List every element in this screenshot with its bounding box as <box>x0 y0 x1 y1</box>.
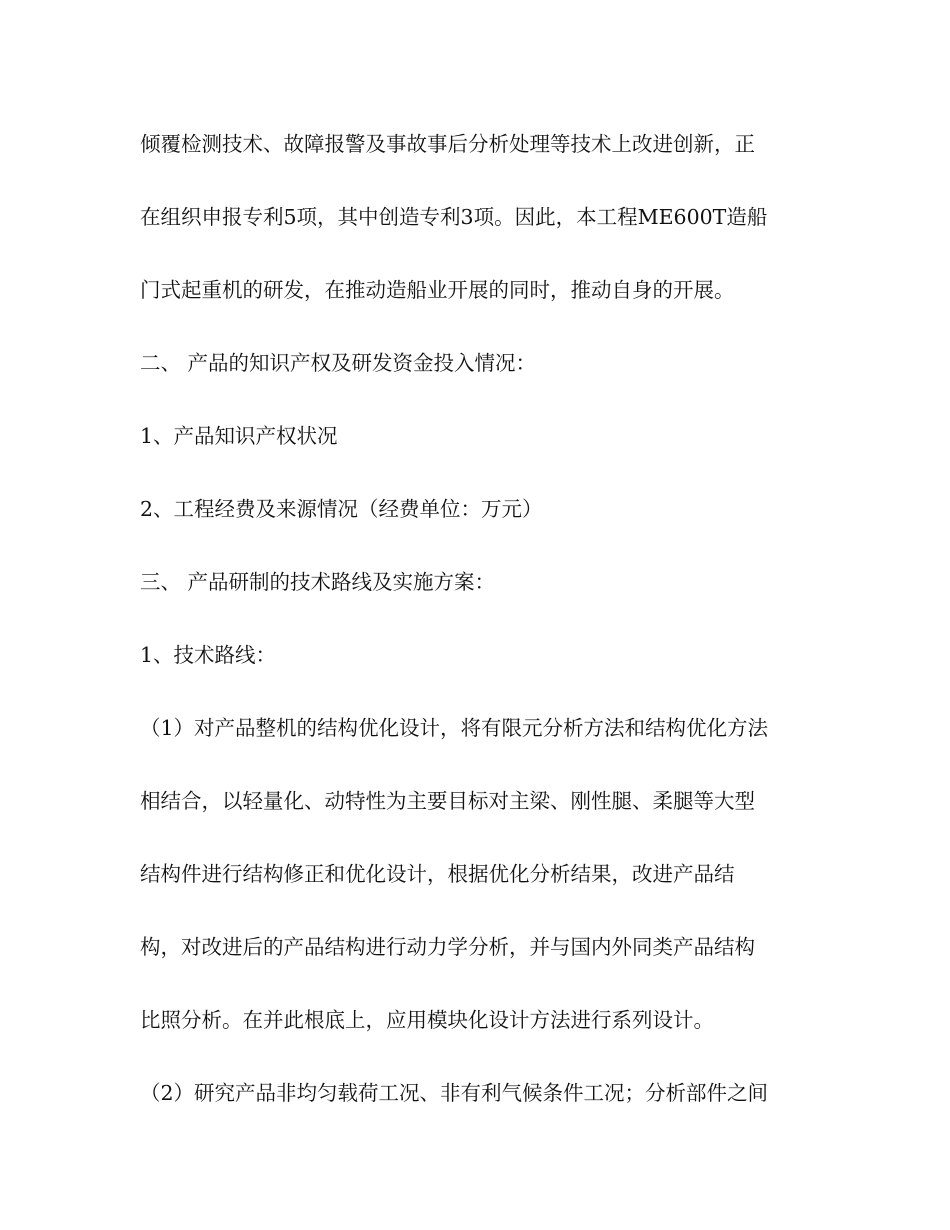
text-line-11: 结构件进行结构修正和优化设计，根据优化分析结果，改进产品结 <box>140 862 735 886</box>
subsection-heading-3-1: 1、技术路线： <box>140 643 277 667</box>
text-line-10: 相结合，以轻量化、动特性为主要目标对主梁、刚性腿、柔腿等大型 <box>140 789 755 813</box>
text-line-12: 构，对改进后的产品结构进行动力学分析，并与国内外同类产品结构 <box>140 935 755 959</box>
text-line-9: （1）对产品整机的结构优化设计，将有限元分析方法和结构优化方法 <box>140 716 769 740</box>
subsection-heading-2-2: 2、工程经费及来源情况（经费单位：万元） <box>140 497 543 521</box>
text-line-2: 在组织申报专利5项，其中创造专利3项。因此，本工程ME600T造船 <box>140 205 768 229</box>
text-line-1: 倾覆检测技术、故障报警及事故事后分析处理等技术上改进创新，正 <box>140 132 755 156</box>
text-line-3: 门式起重机的研发，在推动造船业开展的同时，推动自身的开展。 <box>140 278 735 302</box>
subsection-heading-2-1: 1、产品知识产权状况 <box>140 424 338 448</box>
section-heading-2: 二、 产品的知识产权及研发资金投入情况： <box>140 351 537 375</box>
text-line-14: （2）研究产品非均匀载荷工况、非有利气候条件工况；分析部件之间 <box>140 1081 769 1105</box>
section-heading-3: 三、 产品研制的技术路线及实施方案： <box>140 570 496 594</box>
text-line-13: 比照分析。在并此根底上，应用模块化设计方法进行系列设计。 <box>140 1008 714 1032</box>
